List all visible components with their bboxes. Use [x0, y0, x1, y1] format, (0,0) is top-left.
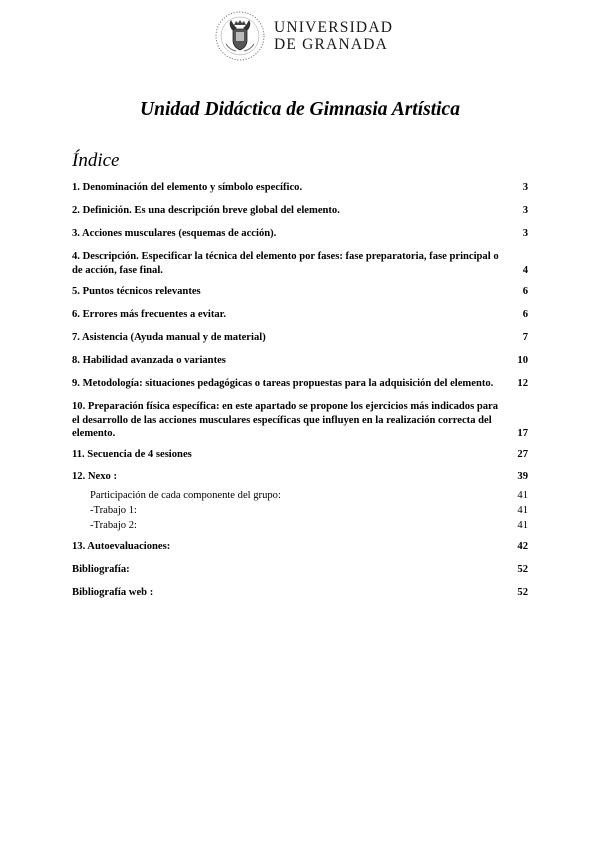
toc-entry[interactable]	[72, 331, 528, 345]
toc-entry-title: 7. Asistencia (Ayuda manual y de material)	[72, 332, 266, 343]
toc-entry-title: 5. Puntos técnicos relevantes	[72, 286, 201, 297]
toc-entry-page: 41	[517, 520, 528, 531]
toc-entry-title: 8. Habilidad avanzada o variantes	[72, 355, 226, 366]
toc-entry[interactable]	[72, 377, 528, 391]
toc-entry-page: 6	[522, 309, 528, 320]
toc-entry[interactable]	[72, 308, 528, 322]
toc-entry-page: 3	[522, 182, 528, 193]
university-name-line2: DE GRANADA	[274, 36, 389, 53]
toc-entry-title: Bibliografía:	[72, 564, 130, 575]
toc-entry-title: 10. Preparación física específica: en este apartado se propone los ejercicios más indicados para el desarrollo de las acciones musculares específicas que influyen en la realización correcta del elemento.	[72, 401, 499, 439]
toc-entry-title: 4. Descripción. Especificar la técnica del elemento por fases: fase preparatoria, fase principal o de acción, fase final.	[72, 251, 499, 276]
toc-entry-page: 52	[517, 564, 528, 575]
toc-entry-title: -Trabajo 2:	[90, 520, 137, 531]
toc-entry-title: 2. Definición. Es una descripción breve global del elemento.	[72, 205, 340, 216]
toc-entry-title: 13. Autoevaluaciones:	[72, 541, 171, 552]
toc-entry[interactable]	[72, 354, 528, 368]
toc-entry[interactable]	[72, 285, 528, 299]
university-header	[214, 10, 393, 62]
toc-entry[interactable]	[72, 448, 528, 462]
toc-entry-title: 1. Denominación del elemento y símbolo específico.	[72, 182, 303, 193]
toc-entry[interactable]	[72, 586, 528, 600]
toc-subentry[interactable]	[72, 504, 528, 518]
toc-entry-page: 3	[522, 205, 528, 216]
toc-entry-page: 41	[517, 505, 528, 516]
toc-entry-title: 9. Metodología: situaciones pedagógicas o tareas propuestas para la adquisición del elemento.	[72, 378, 494, 389]
document-title: Unidad Didáctica de Gimnasia Artística	[140, 99, 460, 120]
toc-entry-title: -Trabajo 1:	[90, 505, 137, 516]
toc-entry-page: 4	[522, 264, 528, 276]
toc-entry-title: 11. Secuencia de 4 sesiones	[72, 449, 192, 460]
toc-entry[interactable]	[72, 204, 528, 218]
toc-entry-page: 12	[517, 378, 528, 389]
toc-entry[interactable]	[72, 563, 528, 577]
toc-entry-title: 6. Errores más frecuentes a evitar.	[72, 309, 227, 320]
toc-entry-title: 3. Acciones musculares (esquemas de acción).	[72, 228, 277, 239]
toc-entry-page: 27	[517, 449, 528, 460]
toc-subentry[interactable]	[72, 519, 528, 533]
toc-entry[interactable]	[72, 400, 528, 441]
toc-entry-title: Participación de cada componente del grupo:	[90, 490, 281, 501]
university-name-line1: UNIVERSIDAD	[274, 19, 394, 36]
toc-entry-page: 7	[522, 332, 528, 343]
toc-entry-page: 10	[517, 355, 528, 366]
index-heading: Índice	[72, 150, 120, 171]
toc-entry[interactable]	[72, 470, 528, 484]
toc-entry-page: 17	[517, 428, 528, 439]
toc-entry[interactable]	[72, 540, 528, 554]
toc-entry-title: Bibliografía web :	[72, 587, 154, 598]
toc-entry-page: 39	[517, 471, 528, 482]
toc-entry-page: 52	[517, 587, 528, 598]
toc-entry-title: 12. Nexo :	[72, 471, 118, 482]
toc-entry-page: 6	[522, 286, 528, 297]
toc-entry[interactable]	[72, 227, 528, 241]
toc-subentry[interactable]	[72, 489, 528, 503]
toc-entry-page: 42	[517, 541, 528, 552]
toc-entry[interactable]	[72, 181, 528, 195]
toc-entry-page: 3	[522, 228, 528, 239]
university-name	[274, 19, 393, 53]
toc-entry-page: 41	[517, 490, 528, 501]
toc-entry[interactable]	[72, 250, 528, 277]
university-seal-icon	[214, 10, 266, 62]
